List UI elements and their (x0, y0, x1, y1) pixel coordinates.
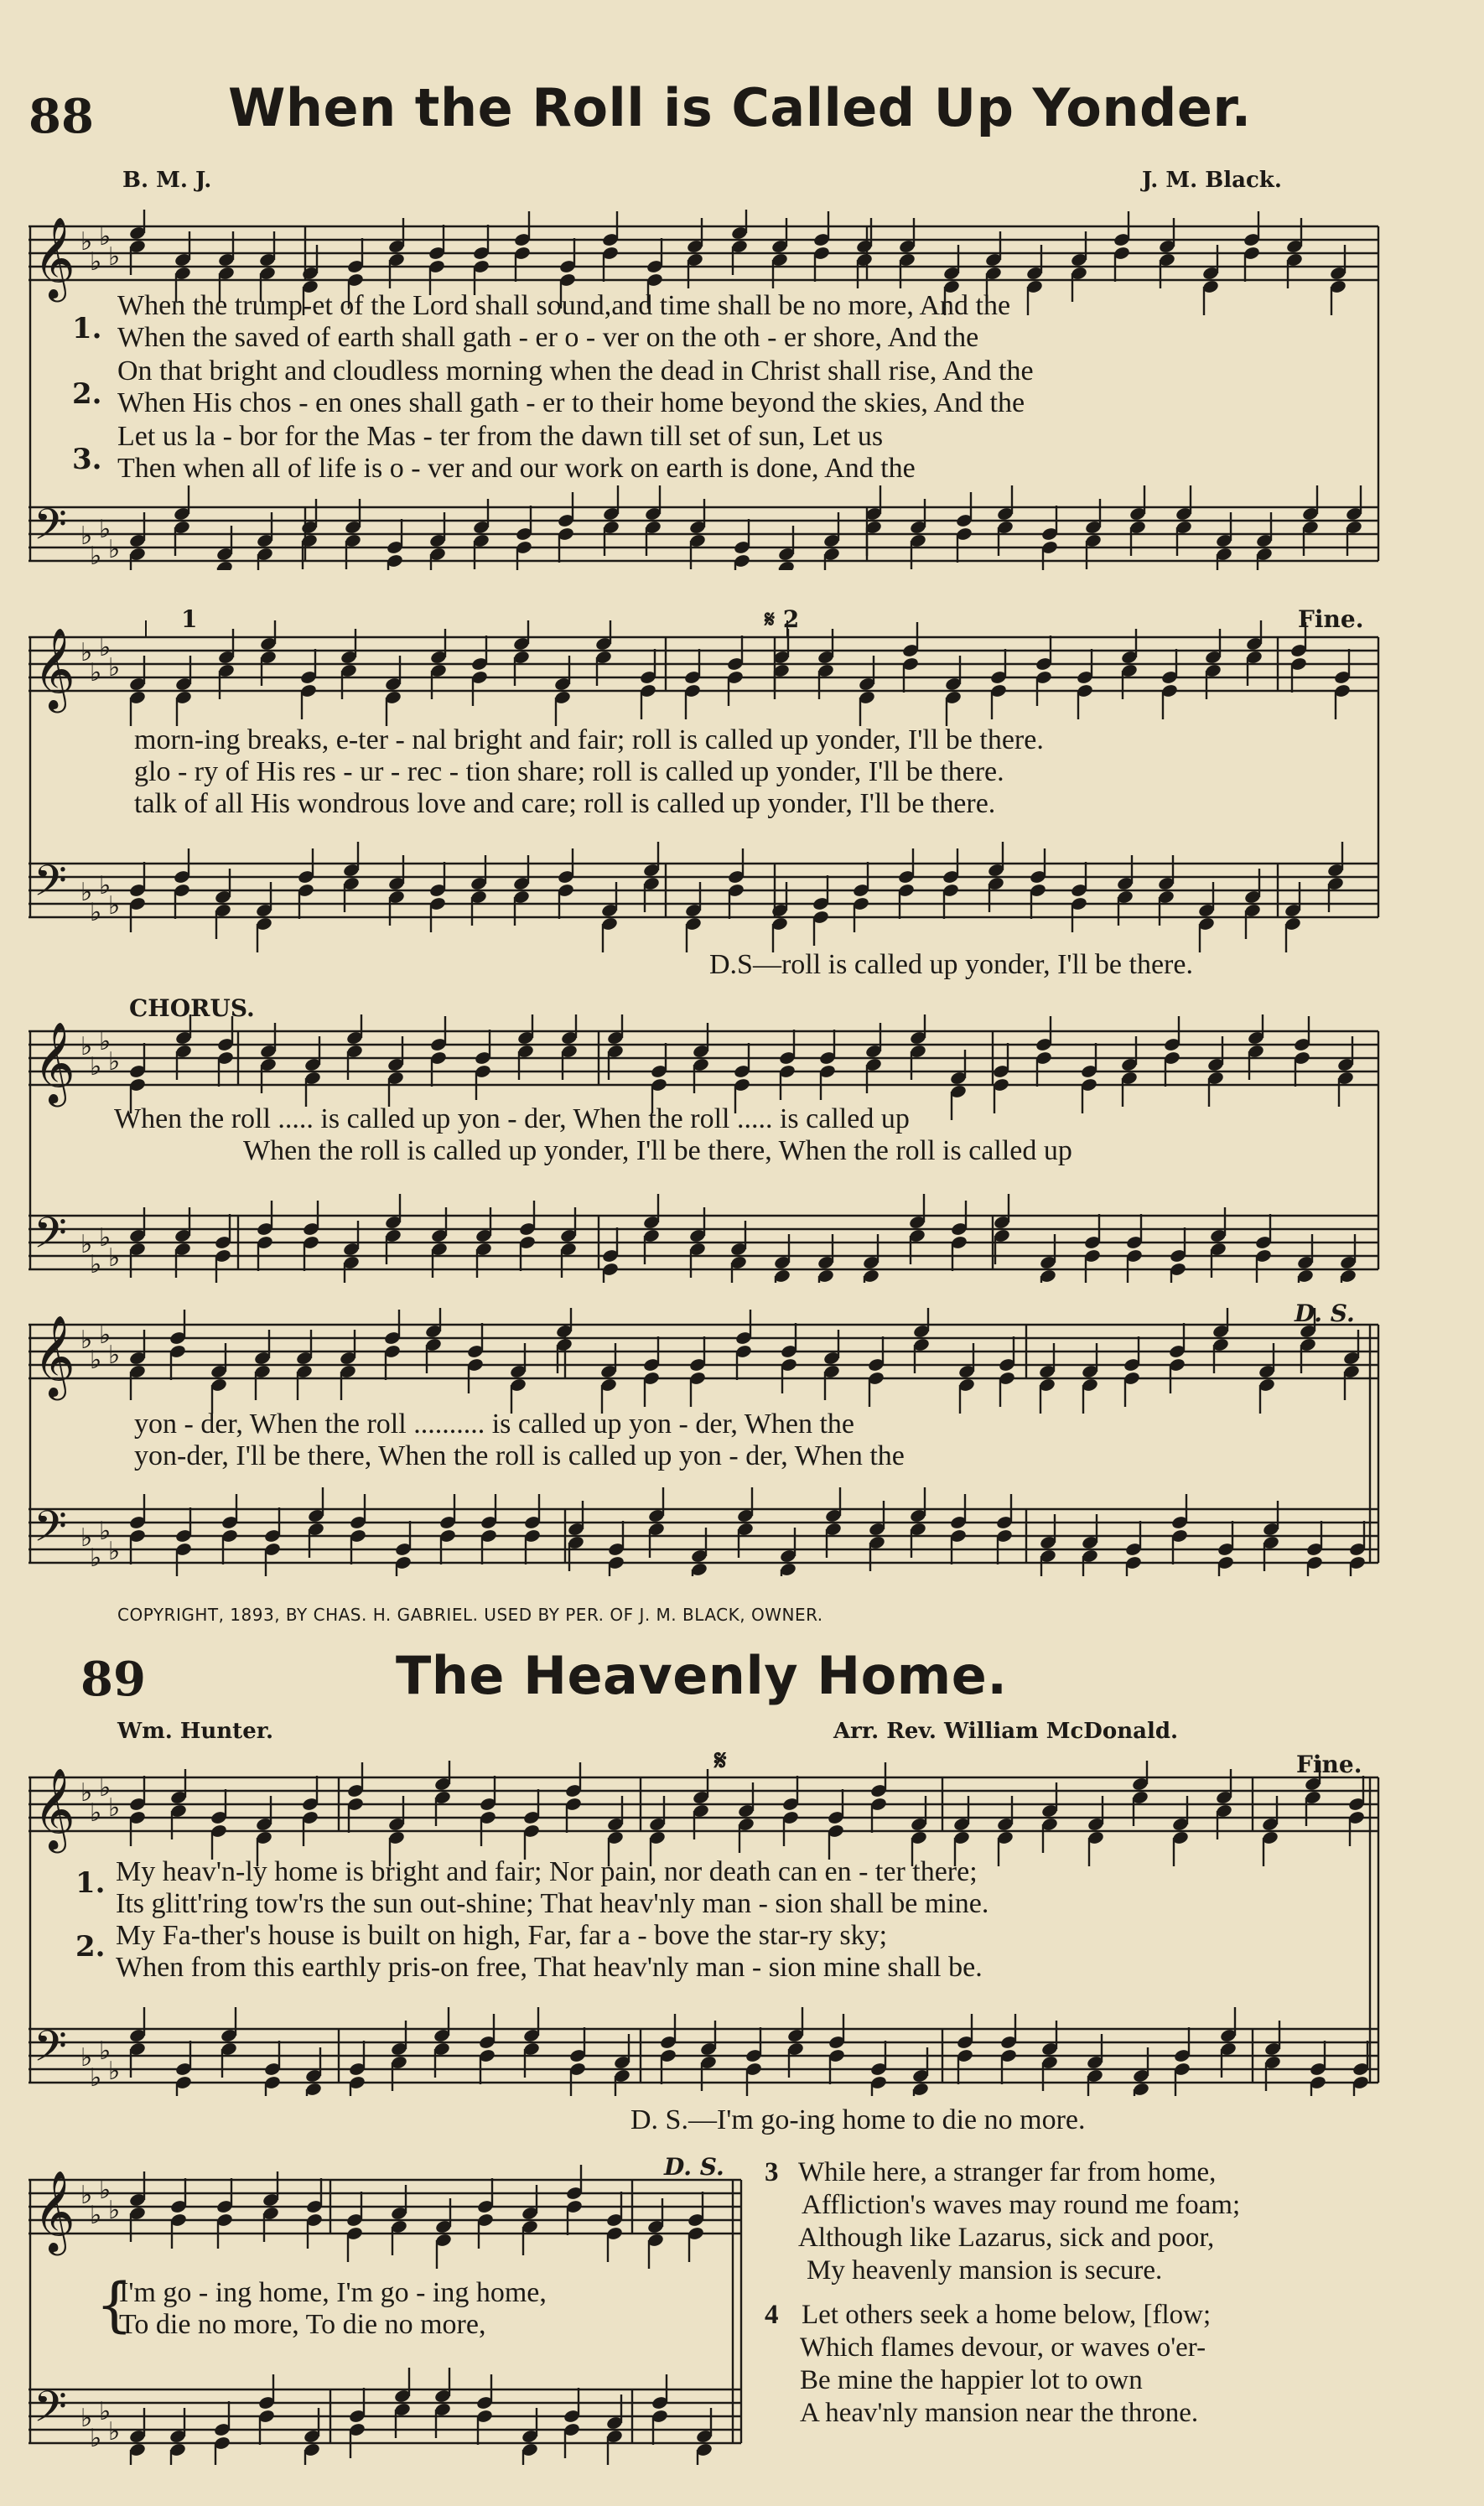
flat-icon: ♭ (90, 542, 102, 570)
flat-icon: ♭ (108, 1341, 121, 1370)
bass-clef-icon: 𝄢 (34, 2381, 67, 2442)
stanza-line: Affliction's waves may round me foam; (802, 2190, 1241, 2220)
flat-icon: ♭ (90, 1052, 102, 1082)
lyric-line: Let us la - bor for the Mas - ter from the dawn till set of sun, Let us (117, 421, 884, 452)
stanza-number: 3 (765, 2157, 779, 2187)
flat-icon: ♭ (90, 247, 102, 277)
flat-icon: ♭ (108, 535, 121, 564)
flat-icon: ♭ (80, 521, 93, 551)
flat-icon: ♭ (90, 2424, 102, 2453)
flat-icon: ♭ (80, 2043, 93, 2073)
treble-clef-icon: 𝄞 (34, 627, 75, 709)
ds-mark: D. S. (1295, 1300, 1355, 1327)
hymn-number: 88 (29, 89, 94, 144)
ds-mark: D. S. (664, 2153, 724, 2181)
flat-icon: ♭ (99, 1320, 112, 1350)
flat-icon: ♭ (99, 515, 112, 544)
ds-text: D.S—roll is called up yonder, I'll be there. (709, 949, 1193, 980)
lyric-line: My heav'n-ly home is bright and fair; Nor pain, nor death can en - ter there; (116, 1856, 978, 1887)
bass-clef-icon: 𝄢 (34, 855, 67, 916)
flat-icon: ♭ (80, 1032, 93, 1061)
lyric-line: glo - ry of His res - ur - rec - tion share; roll is called up yonder, I'll be there. (134, 756, 1004, 787)
lyric-line: My Fa-ther's house is built on high, Far, far a - bove the star-ry sky; (116, 1920, 888, 1951)
flat-icon: ♭ (108, 2057, 121, 2086)
stanza-line: Although like Lazarus, sick and poor, (798, 2223, 1215, 2253)
flat-icon: ♭ (80, 1778, 93, 1808)
lyric-line: On that bright and cloudless morning when the dead in Christ shall rise, And the (117, 355, 1034, 387)
lyric-line: When from this earthly pris-on free, That heav'nly man - sion mine shall be. (116, 1952, 983, 1983)
hymn-title: The Heavenly Home. (396, 1645, 1008, 1706)
flat-icon: ♭ (99, 1773, 112, 1803)
lyric-line: talk of all His wondrous love and care; roll is called up yonder, I'll be there. (134, 788, 996, 819)
chorus-lyric-bottom: yon-der, I'll be there, When the roll is called up yon - der, When the (134, 1440, 905, 1471)
flat-icon: ♭ (108, 891, 121, 921)
stanza-line: Which flames devour, or waves o'er- (800, 2332, 1206, 2363)
verse-number-1: 1. (75, 1866, 106, 1900)
flat-icon: ♭ (108, 2417, 121, 2446)
arranger-credit: Arr. Rev. William McDonald. (833, 1719, 1179, 1744)
flat-icon: ♭ (99, 2036, 112, 2066)
stanza-line: While here, a stranger far from home, (798, 2157, 1217, 2187)
flat-icon: ♭ (80, 1230, 93, 1259)
chorus-label: CHORUS. (129, 994, 255, 1022)
hymn-title: When the Roll is Called Up Yonder. (228, 77, 1252, 138)
flat-icon: ♭ (99, 222, 112, 252)
bass-notes (34, 842, 1345, 952)
flat-icon: ♭ (99, 1517, 112, 1546)
chorus-lyric-top: yon - der, When the roll .......... is called up yon - der, When the (134, 1409, 855, 1440)
treble-clef-icon: 𝄞 (34, 1315, 75, 1397)
flat-icon: ♭ (99, 2176, 112, 2205)
chorus-lyric-bottom: When the roll is called up yonder, I'll be there, When the roll is called up (243, 1135, 1072, 1166)
lyric-line: morn-ing breaks, e-ter - nal bright and fair; roll is called up yonder, I'll be there. (134, 724, 1044, 755)
verse-number-3: 3. (72, 443, 102, 476)
treble-clef-icon: 𝄞 (34, 216, 75, 298)
hymn-number: 89 (80, 1652, 146, 1707)
flat-icon: ♭ (80, 227, 93, 257)
flat-icon: ♭ (99, 2397, 112, 2426)
stanza-line: Let others seek a home below, [flow; (802, 2300, 1212, 2330)
treble-clef-icon: 𝄞 (34, 1767, 75, 1850)
lyric-line: Its glitt'ring tow'rs the sun out-shine; That heav'nly man - sion shall be mine. (116, 1888, 989, 1919)
flat-icon: ♭ (99, 1027, 112, 1056)
author-credit: B. M. J. (122, 168, 212, 193)
refrain-lyric: I'm go - ing home, I'm go - ing home, (119, 2277, 547, 2308)
flat-icon: ♭ (80, 1326, 93, 1355)
stanza-line: A heav'nly mansion near the throne. (800, 2398, 1199, 2428)
verse-number-2: 2. (72, 377, 102, 411)
flat-icon: ♭ (108, 1243, 121, 1273)
author-credit: Wm. Hunter. (117, 1719, 274, 1744)
stanza-number: 4 (765, 2300, 779, 2330)
lyric-line: When the saved of earth shall gath - er o - ver on the oth - er shore, And the (117, 322, 979, 353)
treble-clef-icon: 𝄞 (34, 2170, 75, 2252)
lyric-line: When the trump-et of the Lord shall sound,and time shall be no more, And the (117, 290, 1011, 321)
flat-icon: ♭ (90, 1544, 102, 1573)
flat-icon: ♭ (80, 1523, 93, 1553)
lyric-line: Then when all of life is o - ver and our work on earth is done, And the (117, 453, 916, 484)
segno-mark: 𝄋 (714, 1744, 727, 1777)
chorus-lyric-top: When the roll ..... is called up yon - der, When the roll ..... is called up (114, 1103, 910, 1134)
brace: { (96, 2270, 133, 2339)
flat-icon: ♭ (99, 871, 112, 900)
lyric-line: When His chos - en ones shall gath - er to their home beyond the skies, And the (117, 387, 1025, 418)
flat-icon: ♭ (90, 2063, 102, 2093)
flat-icon: ♭ (80, 2181, 93, 2210)
ds-text: D. S.—I'm go-ing home to die no more. (630, 2104, 1086, 2135)
flat-icon: ♭ (90, 1250, 102, 1279)
flat-icon: ♭ (108, 242, 121, 272)
flat-icon: ♭ (99, 633, 112, 662)
flat-icon: ♭ (80, 638, 93, 667)
treble-clef-icon: 𝄞 (34, 1021, 75, 1103)
refrain-lyric: To die no more, To die no more, (119, 2309, 486, 2340)
second-ending-mark: 𝄋 2 (765, 605, 800, 633)
copyright-notice: COPYRIGHT, 1893, BY CHAS. H. GABRIEL. USED BY PER. OF J. M. BLACK, OWNER. (117, 1605, 823, 1625)
flat-icon: ♭ (108, 1537, 121, 1566)
flat-icon: ♭ (80, 878, 93, 907)
flat-icon: ♭ (90, 1346, 102, 1375)
flat-icon: ♭ (108, 653, 121, 682)
flat-icon: ♭ (99, 1223, 112, 1253)
flat-icon: ♭ (80, 2404, 93, 2433)
flat-icon: ♭ (108, 1047, 121, 1077)
flat-icon: ♭ (90, 658, 102, 687)
stanza-line: My heavenly mansion is secure. (807, 2255, 1163, 2285)
bass-clef-icon: 𝄢 (34, 499, 67, 560)
bass-clef-icon: 𝄢 (34, 1501, 67, 1562)
first-ending-mark: 1 (181, 605, 198, 633)
composer-credit: J. M. Black. (1142, 168, 1282, 193)
bass-clef-icon: 𝄢 (34, 2021, 67, 2082)
bass-notes (34, 485, 1363, 570)
flat-icon: ♭ (108, 1793, 121, 1823)
verse-number-1: 1. (72, 312, 102, 345)
flat-icon: ♭ (90, 1798, 102, 1828)
stanza-line: Be mine the happier lot to own (800, 2365, 1143, 2395)
flat-icon: ♭ (108, 2196, 121, 2225)
flat-icon: ♭ (90, 2201, 102, 2230)
flat-icon: ♭ (90, 898, 102, 927)
fine-mark: Fine. (1296, 1751, 1362, 1778)
bass-clef-icon: 𝄢 (34, 1207, 67, 1269)
fine-mark: Fine. (1298, 605, 1364, 633)
verse-number-2: 2. (75, 1930, 106, 1964)
